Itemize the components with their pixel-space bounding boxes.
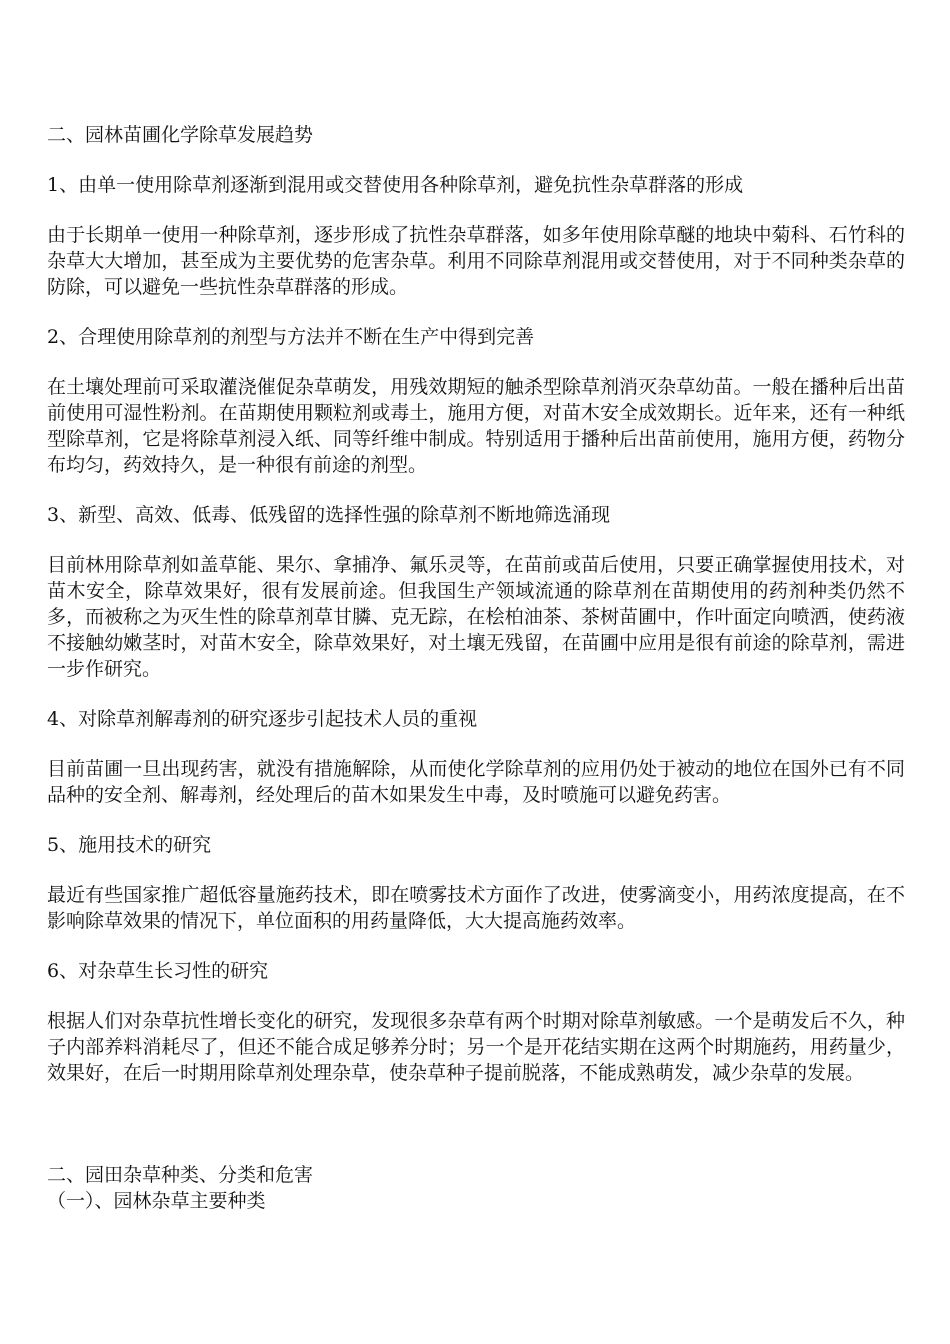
spacer <box>47 300 905 324</box>
section-5-body: 最近有些国家推广超低容量施药技术，即在喷雾技术方面作了改进，使雾滴变小，用药浓度提高，在不影响除草效果的情况下，单位面积的用药量降低，大大提高施药效率。 <box>47 884 905 932</box>
section-1-heading: 1、由单一使用除草剂逐渐到混用或交替使用各种除草剂，避免抗性杂草群落的形成 <box>47 174 744 196</box>
spacer <box>47 148 905 172</box>
section-5-heading: 5、施用技术的研究 <box>47 834 212 856</box>
section-2-body: 在土壤处理前可采取灌浇催促杂草萌发，用残效期短的触杀型除草剂消灭杂草幼苗。一般在播种后出苗前使用可湿性粉剂。在苗期使用颗粒剂或毒土，施用方便，对苗木安全成效期长。近年来，还有一种纸型除草剂，它是将除草剂浸入纸、同等纤维中制成。特别适用于播种后出苗前使用，施用方便，药物分布均匀，药效持久，是一种很有前途的剂型。 <box>47 376 905 476</box>
spacer <box>47 1086 905 1162</box>
footer-heading: 二、园田杂草种类、分类和危害 <box>47 1164 314 1186</box>
spacer <box>47 858 905 882</box>
spacer <box>47 732 905 756</box>
section-4-heading: 4、对除草剂解毒剂的研究逐步引起技术人员的重视 <box>47 708 478 730</box>
section-2-heading: 2、合理使用除草剂的剂型与方法并不断在生产中得到完善 <box>47 326 535 348</box>
footer-subheading: （一）、园林杂草主要种类 <box>47 1190 266 1212</box>
section-4-body: 目前苗圃一旦出现药害，就没有措施解除，从而使化学除草剂的应用仍处于被动的地位在国外已有不同品种的安全剂、解毒剂，经处理后的苗木如果发生中毒，及时喷施可以避免药害。 <box>47 758 905 806</box>
spacer <box>47 198 905 222</box>
spacer <box>47 682 905 706</box>
section-1-body: 由于长期单一使用一种除草剂，逐步形成了抗性杂草群落，如多年使用除草醚的地块中菊科、石竹科的杂草大大增加，甚至成为主要优势的危害杂草。利用不同除草剂混用或交替使用，对于不同种类杂草的防除，可以避免一些抗性杂草群落的形成。 <box>47 224 905 298</box>
section-3-body: 目前林用除草剂如盖草能、果尔、拿捕净、氟乐灵等，在苗前或苗后使用，只要正确掌握使用技术，对苗木安全，除草效果好，很有发展前途。但我国生产领域流通的除草剂在苗期使用的药剂种类仍然不多，而被称之为灭生性的除草剂草甘膦、克无踪，在桧柏油茶、茶树苗圃中，作叶面定向喷洒，使药液不接触幼嫩茎时，对苗木安全，除草效果好，对土壤无残留，在苗圃中应用是很有前途的除草剂，需进一步作研究。 <box>47 554 905 680</box>
spacer <box>47 478 905 502</box>
section-3-heading: 3、新型、高效、低毒、低残留的选择性强的除草剂不断地筛选涌现 <box>47 504 611 526</box>
document-page <box>47 122 905 1214</box>
spacer <box>47 528 905 552</box>
section-6-heading: 6、对杂草生长习性的研究 <box>47 960 269 982</box>
spacer <box>47 984 905 1008</box>
spacer <box>47 808 905 832</box>
section-6-body: 根据人们对杂草抗性增长变化的研究，发现很多杂草有两个时期对除草剂敏感。一个是萌发后不久，种子内部养料消耗尽了，但还不能合成足够养分时；另一个是开花结实期在这两个时期施药，用药量少，效果好，在后一时期用除草剂处理杂草，使杂草种子提前脱落，不能成熟萌发，减少杂草的发展。 <box>47 1010 905 1084</box>
document-title: 二、园林苗圃化学除草发展趋势 <box>47 124 314 146</box>
spacer <box>47 934 905 958</box>
spacer <box>47 350 905 374</box>
